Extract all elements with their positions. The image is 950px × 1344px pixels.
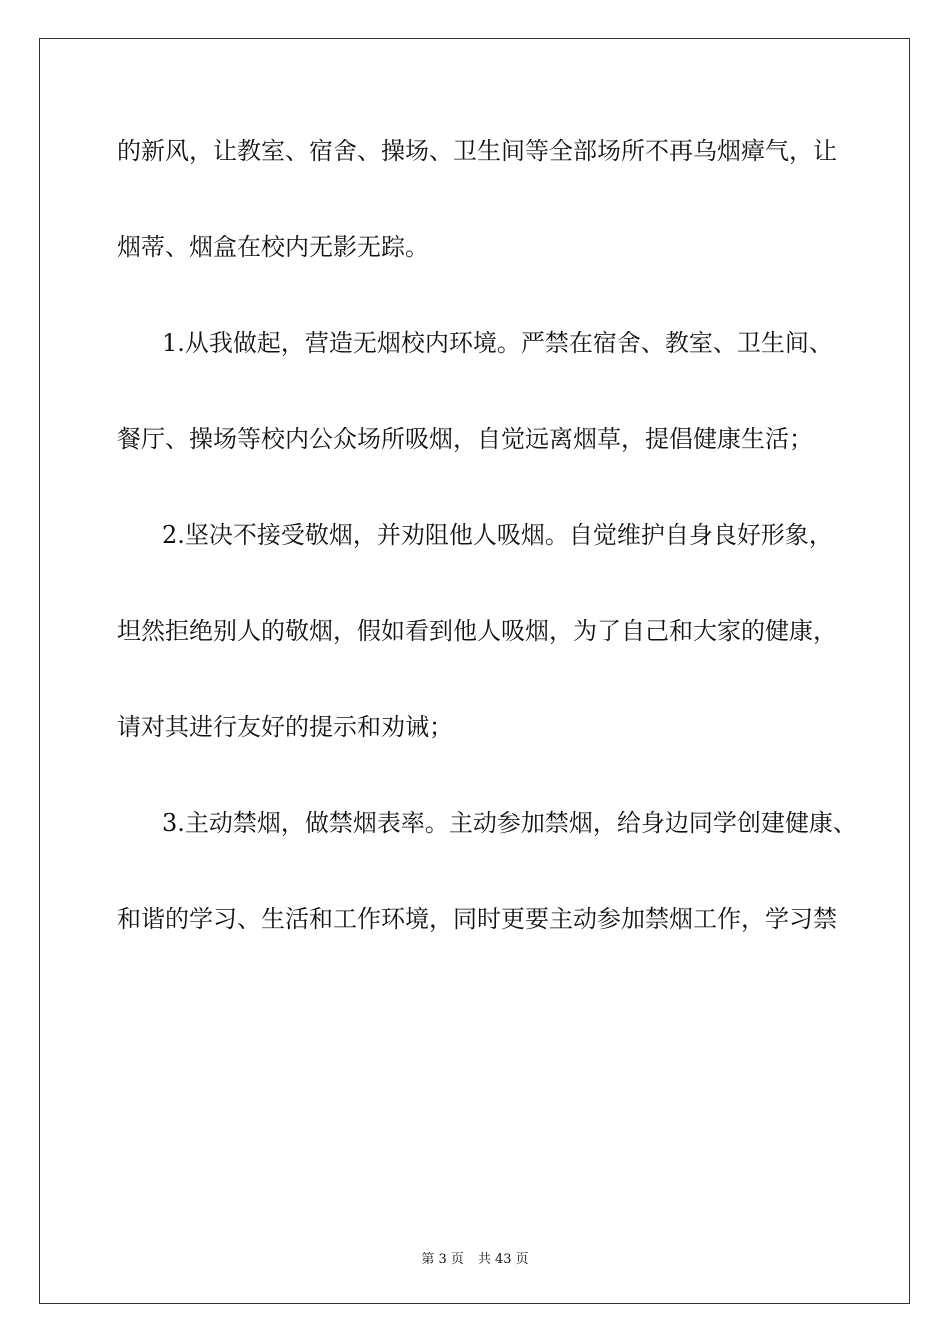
text-line: 和谐的学习、生活和工作环境，同时更要主动参加禁烟工作，学习禁 [117, 905, 837, 933]
text-line: 请对其进行友好的提示和劝诫； [117, 713, 453, 741]
page-border [39, 38, 910, 1304]
text-line: 坦然拒绝别人的敬烟，假如看到他人吸烟，为了自己和大家的健康， [117, 617, 837, 645]
text-line: 1.从我做起，营造无烟校内环境。严禁在宿舍、教室、卫生间、 [162, 329, 833, 357]
text-line: 2.坚决不接受敬烟，并劝阻他人吸烟。自觉维护自身良好形象， [162, 521, 833, 549]
page-number: 第 3 页 [421, 1252, 464, 1267]
total-pages: 共 43 页 [477, 1252, 529, 1267]
text-line: 的新风，让教室、宿舍、操场、卫生间等全部场所不再乌烟瘴气，让 [117, 137, 837, 165]
text-line: 烟蒂、烟盒在校内无影无踪。 [117, 233, 429, 261]
text-line: 餐厅、操场等校内公众场所吸烟，自觉远离烟草，提倡健康生活； [117, 425, 813, 453]
page-footer [0, 1248, 950, 1267]
text-line: 3.主动禁烟，做禁烟表率。主动参加禁烟，给身边同学创建健康、 [162, 809, 857, 837]
